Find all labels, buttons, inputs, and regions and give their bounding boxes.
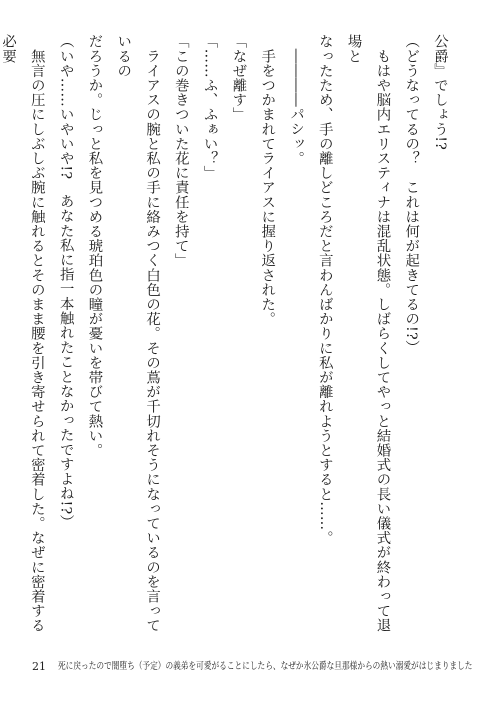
text-line: 「なぜ離す」 <box>230 34 247 122</box>
vertical-body-text <box>0 34 454 644</box>
text-line: もはや脳内エリスティナは混乱状態。しばらくしてやっと結婚式の長い儀式が終わって退場と <box>345 34 391 633</box>
text-line: 公爵』でしょう!? <box>432 34 448 151</box>
page-footer <box>32 658 473 676</box>
text-line: だろうか。じっと私を見つめる琥珀色の瞳が憂いを帯びて熱い。 <box>86 34 103 458</box>
text-line: 無言の圧にしぶしぶ腕に触れるとそのまま腰を引き寄せられて密着した。なぜに密着する必要 <box>0 34 45 633</box>
running-title: 死に戻ったので闇堕ち（予定）の義弟を可愛がることにしたら、なぜか氷公爵な旦那様からの熱い溺愛がはじまりました <box>58 661 473 672</box>
page-number: 21 <box>32 660 46 673</box>
text-line: なったため、手の離しどころだと言わんばかりに私が離れようとすると……。 <box>316 34 333 545</box>
text-line: （いや……いやいや!? あなた私に指一本触れたことなかったですよね!?） <box>57 34 74 529</box>
text-line: 「……ふ、ふぁい？」 <box>201 34 218 180</box>
text-line: （どうなってるの？ これは何が起きてるの!?） <box>403 34 420 355</box>
text-line: ライアスの腕と私の手に絡みつく白色の花。その蔦が千切れそうになっているのを言っているの <box>115 34 161 633</box>
text-line: ――――パシッ。 <box>288 34 305 166</box>
text-line: 手をつかまれてライアスに握り返された。 <box>259 34 276 326</box>
text-line: 「この巻きついた花に責任を持て」 <box>172 34 189 268</box>
